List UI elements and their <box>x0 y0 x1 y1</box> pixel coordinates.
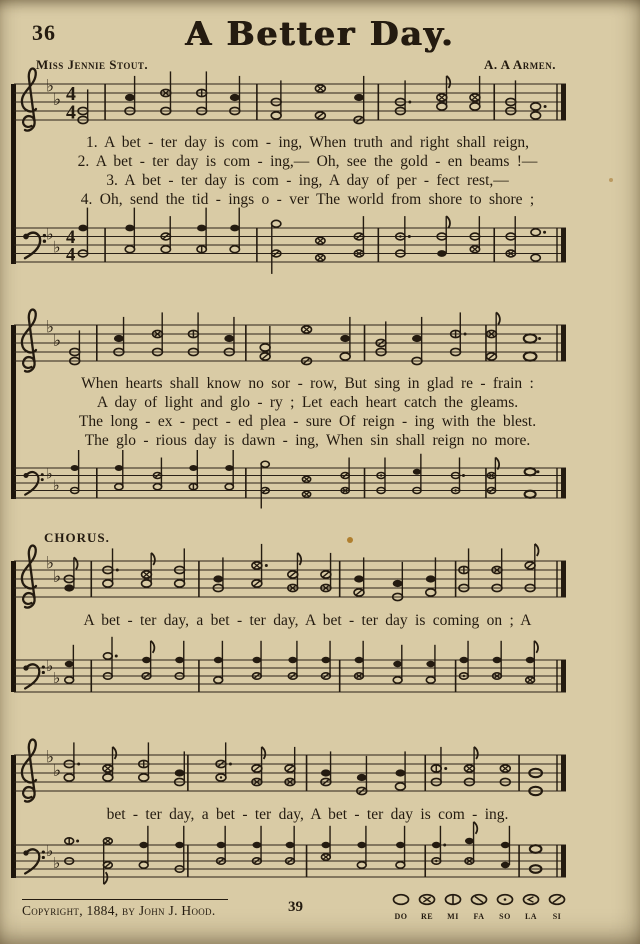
foxing-spot <box>609 178 613 182</box>
flat-sign-icon: ♭ <box>46 747 55 768</box>
flat-sign-icon: ♭ <box>46 657 54 675</box>
flat-sign-icon: ♭ <box>53 761 62 781</box>
solfege-label: FA <box>473 912 485 921</box>
flat-sign-icon: ♭ <box>46 76 55 97</box>
flat-sign-icon: ♭ <box>53 477 60 494</box>
flat-sign-icon: ♭ <box>53 237 61 257</box>
solfege-label: RE <box>420 912 434 921</box>
flat-sign-icon: ♭ <box>46 224 54 244</box>
composer-credit: A. A Armen. <box>483 57 556 72</box>
lyric-line: A bet - ter day, a bet - ter day, A bet - ter day is coming on ; A <box>83 612 532 629</box>
lyric-line: When hearts shall know no sor - row, But sing in glad re - frain : <box>81 375 534 392</box>
solfege-angle-notehead-icon <box>524 895 539 905</box>
solfege-label: LA <box>524 912 538 921</box>
lyric-line: 4. Oh, send the tid - ings o - ver The world from shore to shore ; <box>80 191 535 208</box>
flat-sign-icon: ♭ <box>53 567 62 587</box>
lyric-line: 1. A bet - ter day is com - ing, When truth and right shall reign, <box>85 134 530 151</box>
page-number-bottom: 39 <box>288 899 303 915</box>
flat-sign-icon: ♭ <box>46 842 54 860</box>
flat-sign-icon: ♭ <box>53 669 61 687</box>
flat-sign-icon: ♭ <box>53 331 62 351</box>
system-1-treble-staff <box>0 44 640 160</box>
lyric-line: A day of light and glo - ry ; Let each heart catch the gleams. <box>96 394 519 411</box>
flat-sign-icon: ♭ <box>53 90 62 110</box>
solfege-bar-notehead-icon <box>446 895 461 905</box>
treble-clef-icon <box>22 69 36 131</box>
solfege-label: MI <box>447 912 459 921</box>
foxing-spot <box>347 537 353 543</box>
flat-sign-icon: ♭ <box>46 317 55 338</box>
lyric-line: The long - ex - pect - ed plea - sure Of reign - ing with the blest. <box>78 413 537 430</box>
treble-clef-icon <box>22 310 36 372</box>
treble-clef-icon <box>22 740 36 802</box>
solfege-x-notehead-icon <box>420 895 435 905</box>
solfege-backslash-notehead-icon <box>472 895 487 905</box>
treble-clef-icon <box>22 546 36 608</box>
time-signature-digit: 4 <box>66 101 76 124</box>
lyric-line: 3. A bet - ter day is com - ing, A day of per - fect rest,— <box>106 172 509 189</box>
flat-sign-icon: ♭ <box>53 854 61 872</box>
lyric-line: The glo - rious day is dawn - ing, When sin shall reign no more. <box>84 432 531 449</box>
hymn-title: A Better Day. <box>185 14 455 53</box>
solfege-open-notehead-icon <box>394 895 409 905</box>
copyright-notice: Copyright, 1884, by John J. Hood. <box>22 899 228 919</box>
page-number-top: 36 <box>32 20 56 45</box>
lyric-line: 2. A bet - ter day is com - ing,— Oh, see the gold - en beams !— <box>77 153 538 170</box>
system-2-treble-staff <box>0 285 640 401</box>
time-signature-digit: 4 <box>66 82 76 105</box>
lyricist-credit: Miss Jennie Stout. <box>36 57 149 72</box>
solfege-dot-notehead-icon <box>498 895 513 905</box>
time-signature-digit: 4 <box>66 226 76 248</box>
solfege-label: DO <box>394 912 408 921</box>
flat-sign-icon: ♭ <box>46 466 53 483</box>
solfege-slash-notehead-icon <box>550 895 565 905</box>
solfege-labels <box>388 912 570 921</box>
solfege-legend <box>388 892 570 921</box>
chorus-heading: CHORUS. <box>44 530 110 545</box>
solfege-label: SO <box>499 912 511 921</box>
solfege-label: SI <box>552 912 562 921</box>
flat-sign-icon: ♭ <box>46 553 55 574</box>
lyric-line: bet - ter day, a bet - ter day, A bet - ter day is com - ing. <box>106 806 509 823</box>
time-signature-digit: 4 <box>66 244 76 266</box>
solfege-noteheads-icon <box>388 892 570 907</box>
